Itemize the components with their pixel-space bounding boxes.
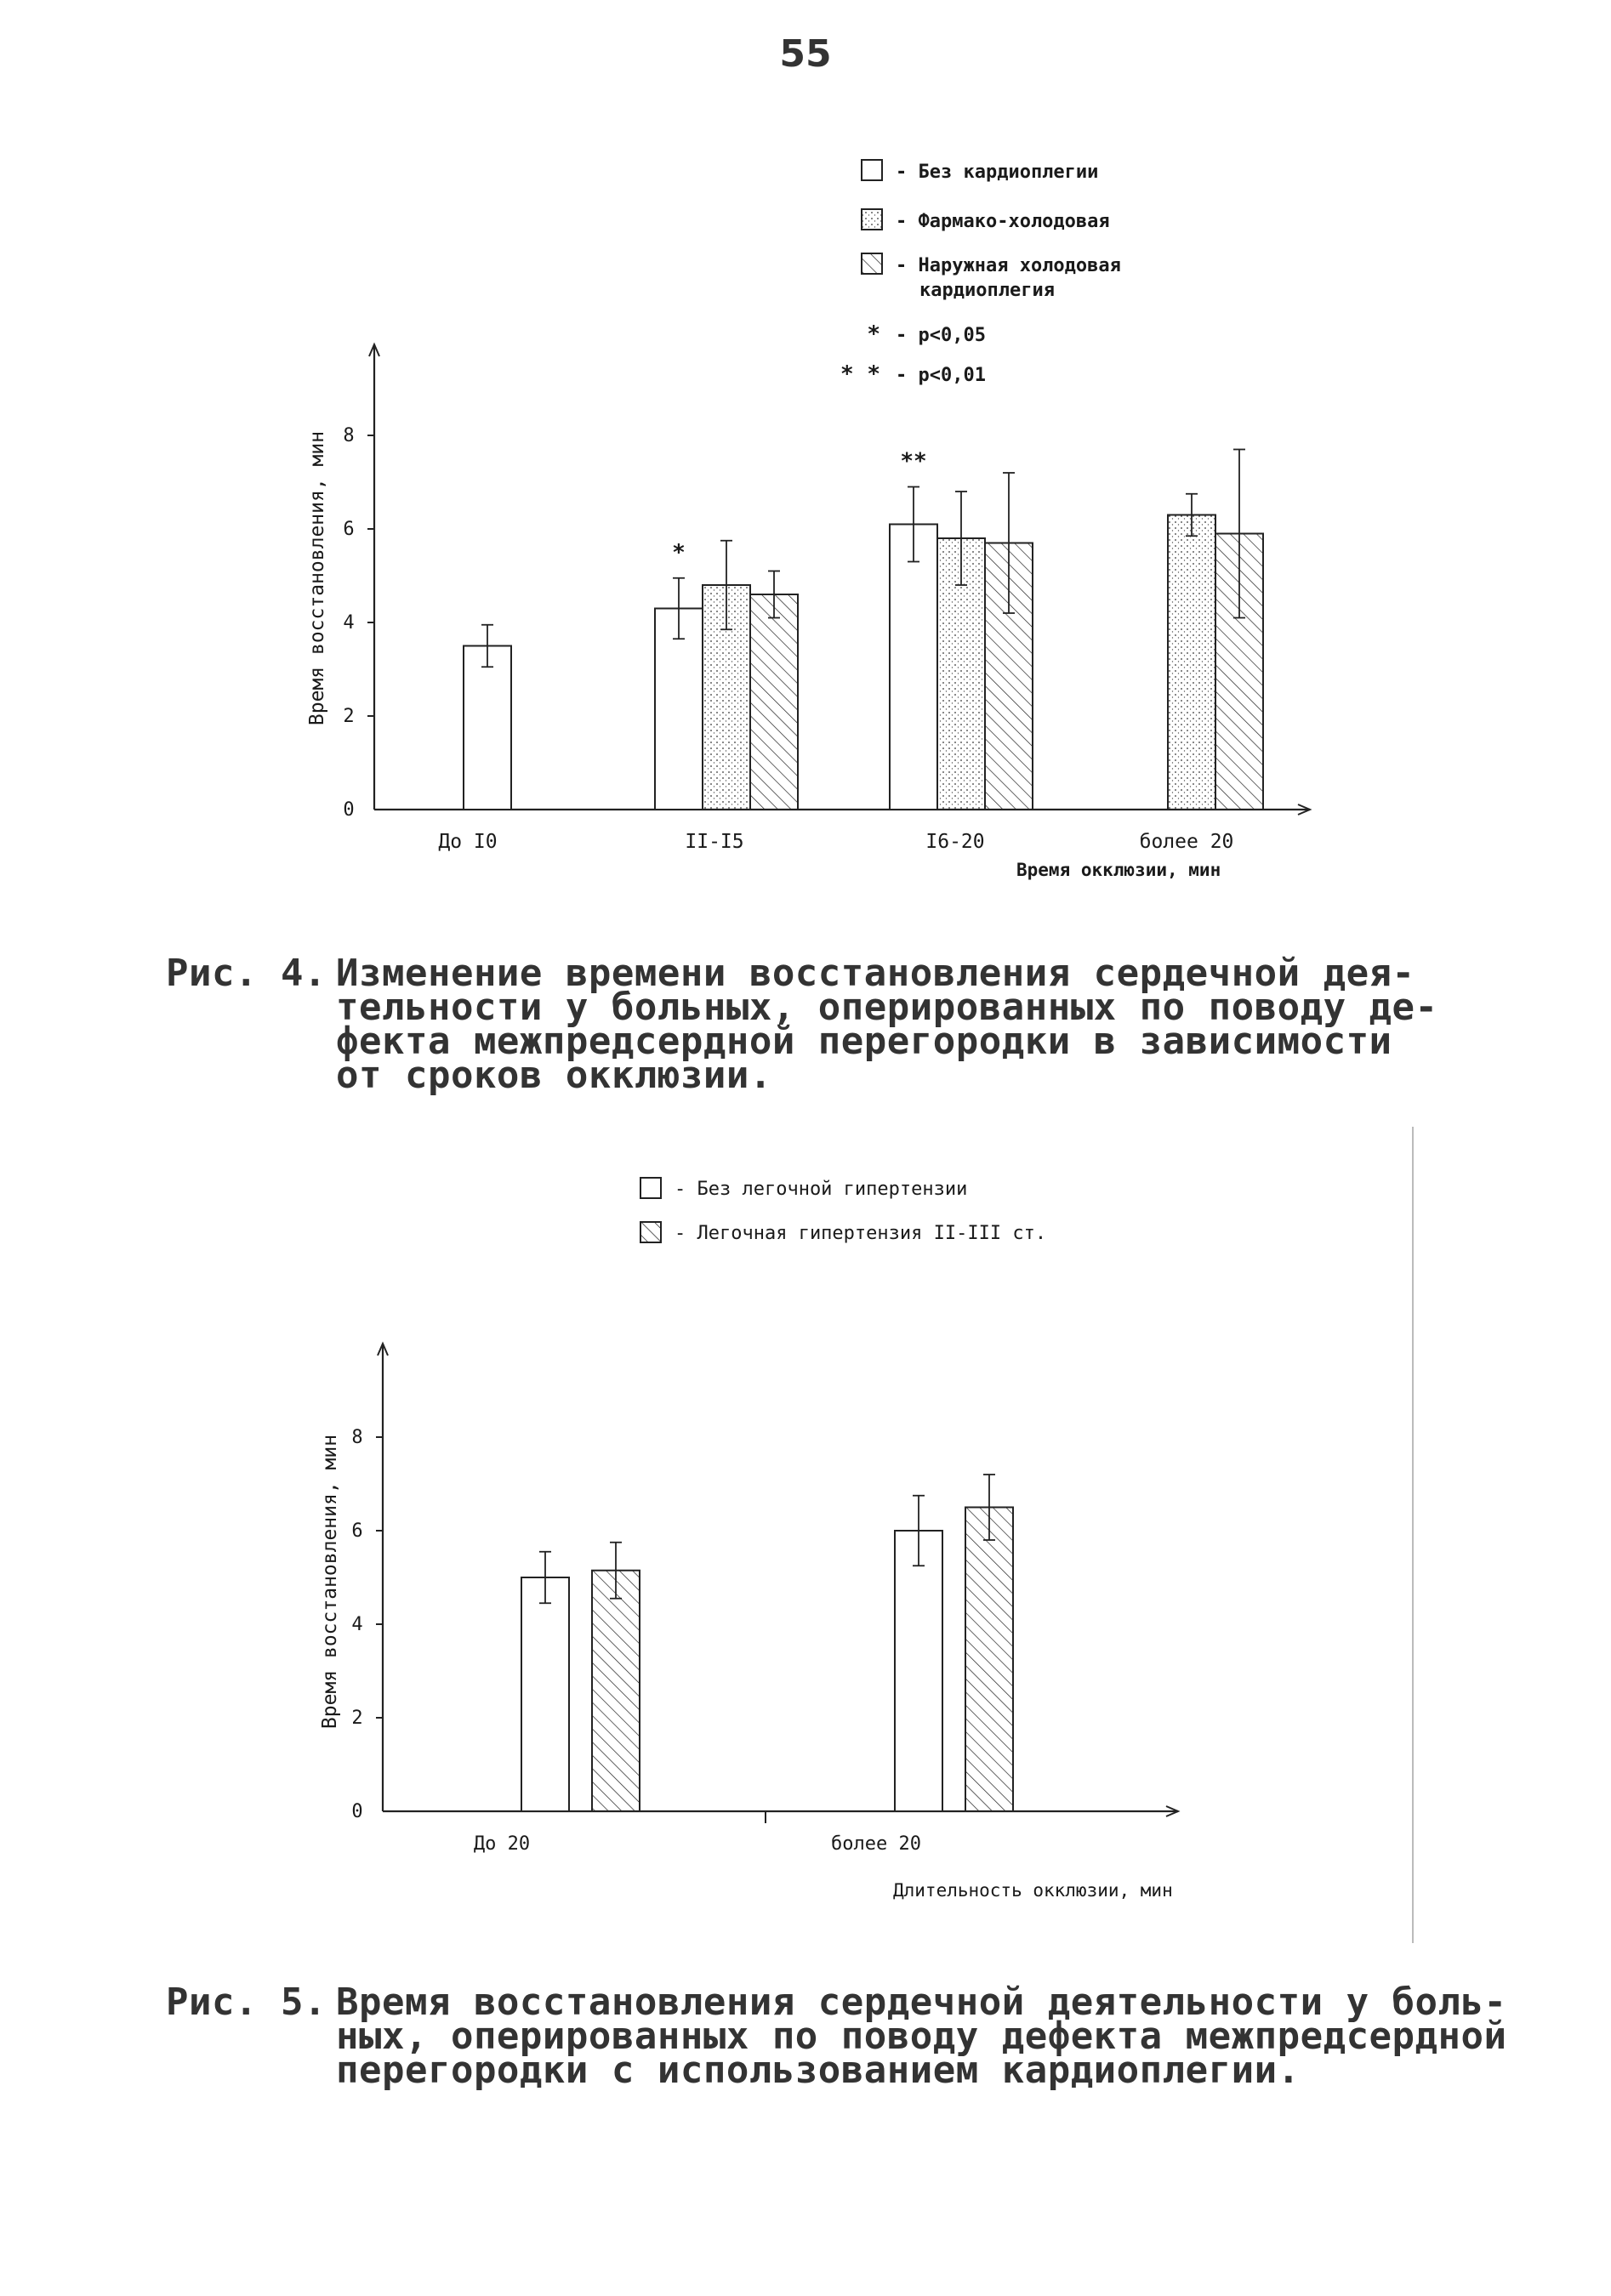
- figure-4-caption-line: фекта межпредсердной перегородки в зависимости: [336, 1020, 1392, 1063]
- bar: [750, 594, 798, 810]
- y-tick-label: 4: [351, 1614, 363, 1635]
- y-tick-label: 8: [343, 425, 355, 446]
- figure-5-caption-line: перегородки с использованием кардиоплегии.: [336, 2049, 1301, 2092]
- legend-label: - Без легочной гипертензии: [675, 1179, 968, 1200]
- legend-swatch: [640, 1178, 661, 1198]
- legend-label: - Наружная холодовая: [896, 255, 1121, 276]
- legend-swatch: [640, 1222, 661, 1242]
- figure-4-chart: [281, 128, 1412, 923]
- significance-legend-marker: *: [867, 321, 880, 347]
- bar: [464, 646, 511, 810]
- figure-4-caption-line: Изменение времени восстановления сердечной дея-: [336, 952, 1415, 995]
- figure-5-caption-line: Время восстановления сердечной деятельности у боль-: [336, 1981, 1507, 2024]
- x-tick-label: До 20: [473, 1833, 531, 1855]
- x-axis-label: Длительность окклюзии, мин: [893, 1880, 1173, 1901]
- bar: [592, 1571, 640, 1811]
- page-number: 55: [779, 32, 832, 76]
- figure-4: [281, 128, 1412, 923]
- y-axis-label: Время восстановления, мин: [319, 1434, 341, 1730]
- y-tick-label: 2: [343, 706, 355, 727]
- y-tick-label: 6: [351, 1520, 363, 1542]
- bar: [965, 1508, 1013, 1812]
- x-axis-label: Время окклюзии, мин: [1016, 860, 1221, 880]
- legend-label: - Легочная гипертензия II-III ст.: [675, 1223, 1047, 1244]
- y-tick-label: 6: [343, 519, 355, 540]
- significance-legend-marker: * *: [840, 361, 880, 387]
- figure-5-chart: [281, 1127, 1412, 1943]
- y-axis-label: Время восстановления, мин: [306, 430, 328, 726]
- legend-label: - Без кардиоплегии: [896, 162, 1099, 183]
- x-tick-label: II-I5: [685, 831, 744, 853]
- legend-swatch: [862, 160, 882, 180]
- significance-legend-label: - p<0,01: [896, 365, 986, 386]
- legend-label: - Фармако-холодовая: [896, 211, 1110, 232]
- y-tick-label: 8: [351, 1427, 363, 1448]
- y-tick-label: 2: [351, 1708, 363, 1729]
- bar: [1168, 515, 1215, 810]
- significance-marker: *: [672, 539, 686, 565]
- figure-5-caption-line: ных, оперированных по поводу дефекта межпредсердной: [336, 2015, 1507, 2058]
- figure-4-caption-line: от сроков окклюзии.: [336, 1054, 772, 1097]
- figure-4-caption-line: тельности у больных, оперированных по поводу де-: [336, 986, 1438, 1029]
- bar: [895, 1531, 942, 1811]
- bar: [890, 525, 937, 810]
- figure-4-caption: [166, 952, 1442, 1118]
- figure-5-caption: [166, 1981, 1507, 2113]
- x-tick-label: I6-20: [925, 831, 985, 853]
- x-tick-label: До I0: [438, 831, 498, 853]
- figure-5: [281, 1127, 1414, 1943]
- y-tick-label: 4: [343, 612, 355, 634]
- figure-4-caption-label: Рис. 4.: [166, 952, 327, 995]
- y-tick-label: 0: [343, 799, 355, 821]
- bar: [521, 1577, 569, 1811]
- y-tick-label: 0: [351, 1801, 363, 1822]
- figure-5-caption-label: Рис. 5.: [166, 1981, 327, 2024]
- legend-swatch: [862, 209, 882, 230]
- legend-swatch: [862, 253, 882, 274]
- significance-legend-label: - p<0,05: [896, 325, 986, 346]
- significance-marker: **: [900, 448, 927, 475]
- x-tick-label: более 20: [1139, 831, 1234, 853]
- x-tick-label: более 20: [831, 1833, 921, 1855]
- legend-label-cont: кардиоплегия: [919, 280, 1055, 301]
